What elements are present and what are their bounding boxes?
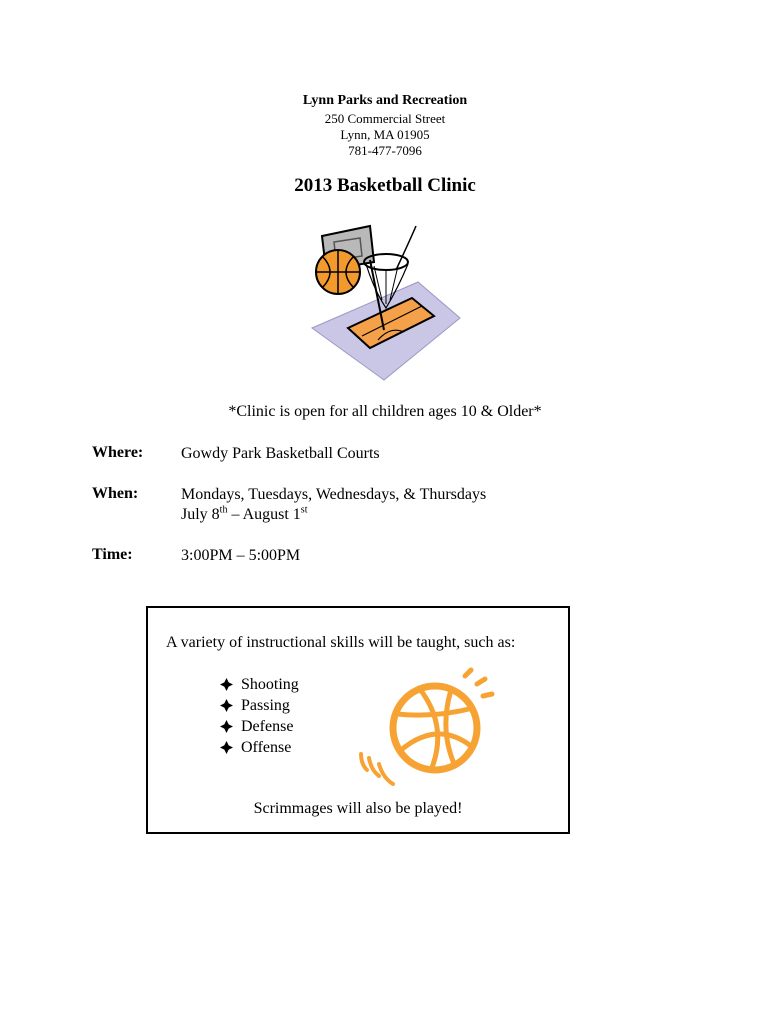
skills-list: [220, 674, 299, 758]
skills-intro: A variety of instructional skills will be taught, such as:: [166, 634, 516, 651]
basketball-hoop-clipart: [300, 220, 465, 385]
eligibility-note: *Clinic is open for all children ages 10 & Older*: [228, 403, 542, 420]
list-item: Shooting: [220, 674, 299, 695]
diamond-bullet-icon: [220, 678, 233, 691]
list-item: Offense: [220, 737, 299, 758]
diamond-bullet-icon: [220, 699, 233, 712]
street-address: 250 Commercial Street: [324, 111, 446, 126]
when-dates: July 8th – August 1st: [181, 504, 308, 523]
diamond-bullet-icon: [220, 741, 233, 754]
organization-name: Lynn Parks and Recreation: [302, 93, 468, 108]
flying-basketball-icon: [353, 666, 498, 791]
list-item: Passing: [220, 695, 299, 716]
skills-box: [146, 606, 570, 834]
city-state-zip: Lynn, MA 01905: [340, 127, 430, 142]
where-value: Gowdy Park Basketball Courts: [181, 445, 380, 462]
phone-number: 781-477-7096: [348, 143, 422, 158]
diamond-bullet-icon: [220, 720, 233, 733]
time-value: 3:00PM – 5:00PM: [181, 547, 301, 564]
when-label: When:: [92, 485, 139, 502]
when-value: [181, 485, 486, 525]
page-title: 2013 Basketball Clinic: [294, 175, 476, 196]
where-label: Where:: [92, 444, 144, 461]
when-days: Mondays, Tuesdays, Wednesdays, & Thursdays: [181, 486, 487, 503]
time-label: Time:: [92, 546, 133, 563]
list-item: Defense: [220, 716, 299, 737]
skills-footer: Scrimmages will also be played!: [253, 800, 463, 817]
